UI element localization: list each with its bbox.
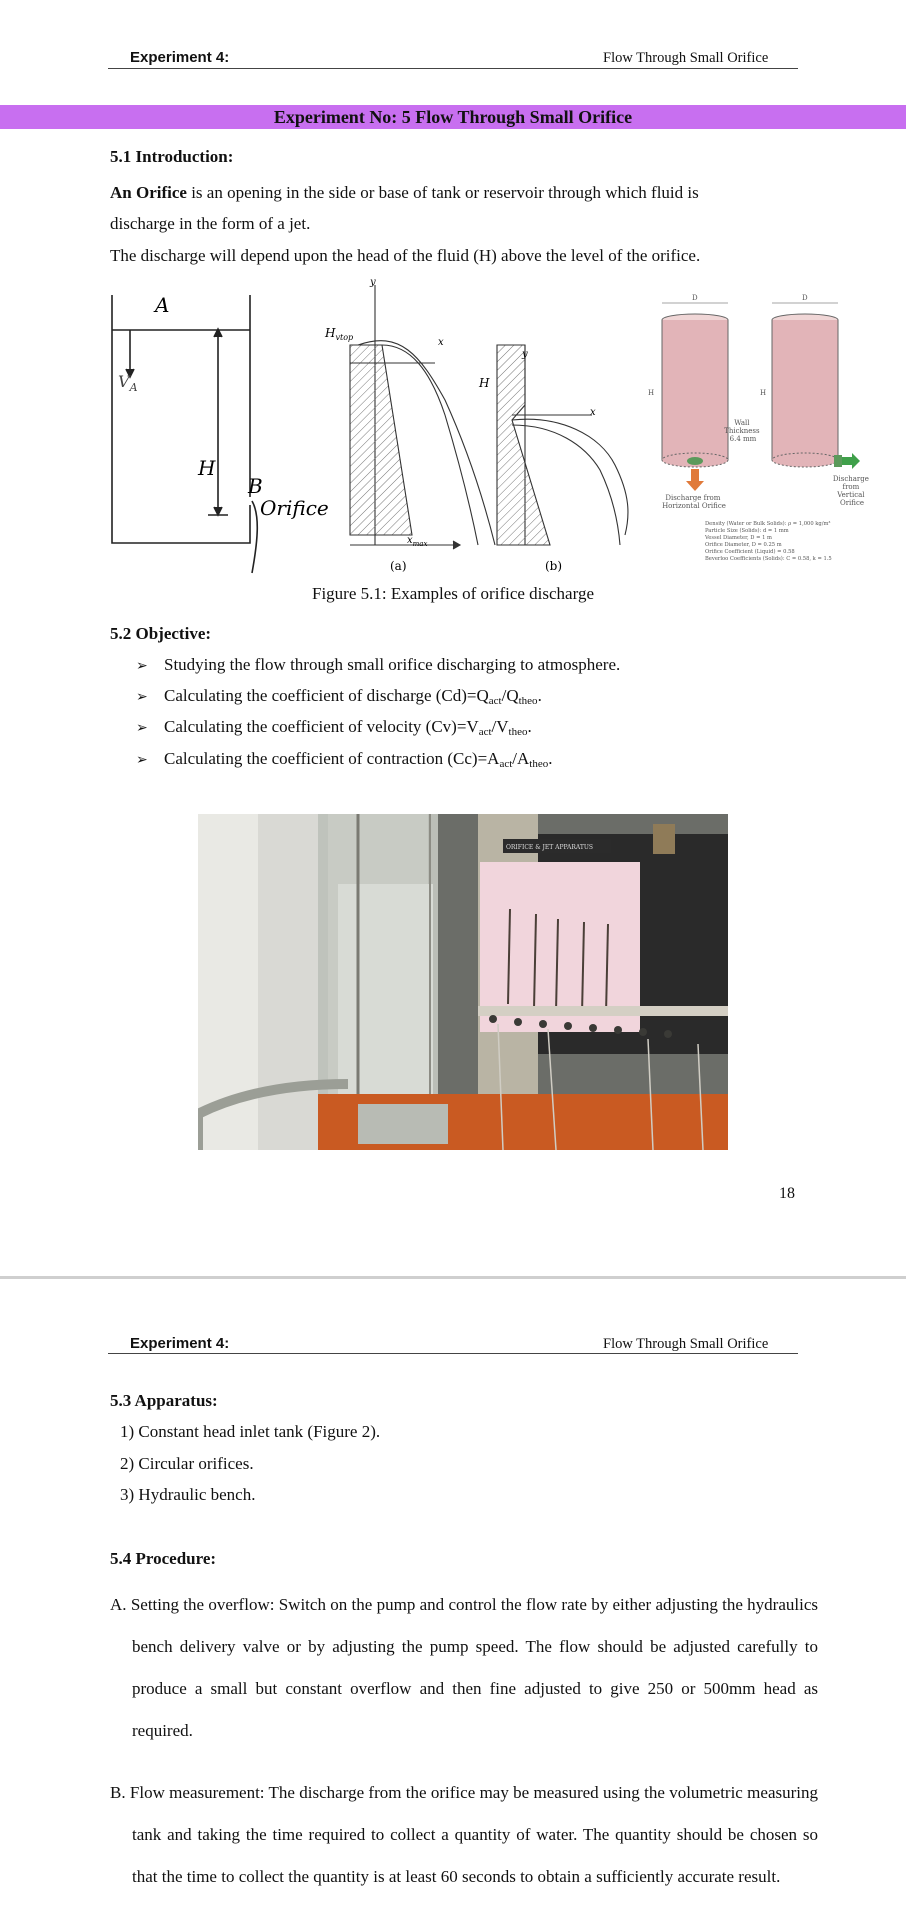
intro-line-1: An Orifice is an opening in the side or base of tank or reservoir through which fluid is (110, 183, 699, 202)
objective-item: ➢ Studying the flow through small orifice discharging to atmosphere. (136, 655, 621, 674)
horizontal-orifice-label: Discharge from Horizontal Orifice (662, 494, 726, 510)
header-right: Flow Through Small Orifice (603, 50, 769, 66)
objective-item: ➢ Calculating the coefficient of discharge $(Cd)=Q_{act}/Q_{theo}$. (136, 686, 542, 707)
header-left: Experiment 4: (130, 49, 230, 66)
tank-label-orifice: Orifice (260, 496, 329, 520)
header-right: Flow Through Small Orifice (603, 1336, 769, 1352)
intro-heading: 5.1 Introduction: (110, 147, 234, 166)
vertical-orifice-label: Discharge from Vertical Orifice (832, 475, 869, 507)
jet-a-hmax-label: $H_{vtop}$ (325, 326, 354, 342)
apparatus-item: 1) Constant head inlet tank (Figure 2). (120, 1422, 381, 1441)
objective-item: ➢ Calculating the coefficient of velocity $(Cv)=V_{act}/V_{theo}$. (136, 717, 532, 738)
cyl2-h-label: H (760, 389, 767, 397)
jet-a-xmax-label: $x_{max}$ (407, 535, 428, 548)
header-rule (108, 68, 798, 69)
jet-b-h-label: H (479, 376, 490, 390)
figure-caption: Figure 5.1: Examples of orifice discharge (312, 584, 594, 603)
cylinder-notes: Density (Water or Bulk Solids): ρ = 1,000 kg/m³ Particle Size (Solids): d = 1 mm Vessel Diameter, D = 1 m Orifice Diameter, D = 0.25 m Orifice Coefficient (Liquid) = 0.58 Beverloo Coefficients (Solids): C = 0.58, k = 1.5 (705, 521, 832, 562)
jet-diagram-a (350, 285, 495, 549)
cyl2-d-label: D (802, 294, 808, 302)
jet-diagram-b (497, 345, 628, 545)
intro-line-3: The discharge will depend upon the head of the fluid (H) above the level of the orifice. (110, 246, 701, 265)
objective-item: ➢ Calculating the coefficient of contraction $(Cc)=A_{act}/A_{theo}$. (136, 749, 553, 770)
wall-thickness-label: Wall Thickness 6.4 mm (724, 419, 760, 443)
apparatus-sign: ORIFICE & JET APPARATUS (506, 844, 594, 851)
page-separator (0, 1276, 906, 1279)
objective-heading: 5.2 Objective: (110, 624, 212, 643)
procedure-step-b: B. Flow measurement: The discharge from the orifice may be measured using the volumetric measuring tank and taking the time required to collect a quantity of water. The quantity should be chosen so that the time to collect the quantity is at least 60 seconds to obtain a sufficiently accurate result. (110, 1783, 818, 1886)
procedure-step-a: A. Setting the overflow: Switch on the pump and control the flow rate by either adjusting the hydraulics bench delivery valve or by adjusting the pump speed. The flow should be adjusted carefully to produce a small but constant overflow and then fine adjusted to give 250 or 500mm head as required. (110, 1595, 818, 1740)
experiment-title: Experiment No: 5 Flow Through Small Orifice (273, 107, 633, 127)
apparatus-photo (198, 814, 728, 1150)
procedure-heading: 5.4 Procedure: (110, 1549, 217, 1568)
orifice-figure (100, 275, 880, 575)
jet-b-y-label: y (522, 349, 528, 360)
tank-label-a: A (155, 293, 170, 317)
cylinder-horizontal-orifice (662, 303, 728, 491)
tank-label-va: $V_A$ (118, 372, 138, 394)
intro-line-2: discharge in the form of a jet. (110, 214, 311, 233)
page-number: 18 (779, 1185, 795, 1202)
tank-diagram (112, 295, 257, 573)
apparatus-item: 3) Hydraulic bench. (120, 1485, 256, 1504)
jet-a-x-label: x (438, 337, 444, 348)
tank-label-b: B (248, 474, 263, 498)
apparatus-heading: 5.3 Apparatus: (110, 1391, 218, 1410)
header-left: Experiment 4: (130, 1335, 230, 1352)
tank-label-h: H (198, 456, 216, 480)
jet-a-y-label: y (370, 277, 376, 288)
cyl1-d-label: D (692, 294, 698, 302)
cylinder-vertical-orifice (772, 303, 860, 469)
jet-label-a: (a) (390, 559, 407, 573)
jet-label-b: (b) (545, 559, 563, 573)
apparatus-item: 2) Circular orifices. (120, 1454, 254, 1473)
header-rule (108, 1353, 798, 1354)
cyl1-h-label: H (648, 389, 655, 397)
jet-b-x-label: x (590, 407, 596, 418)
